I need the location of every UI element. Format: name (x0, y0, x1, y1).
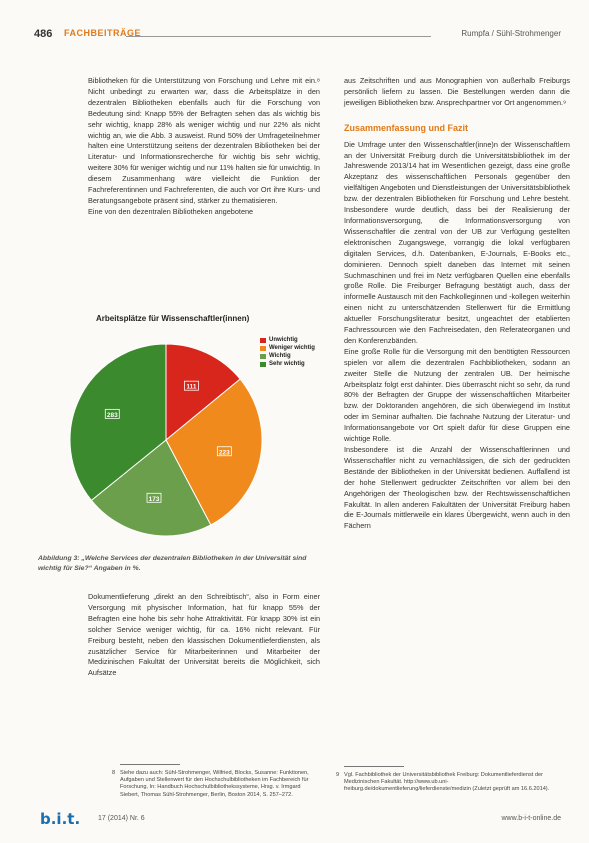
legend-swatch (260, 346, 266, 351)
section-label: FACHBEITRÄGE (64, 28, 142, 38)
legend-item (260, 352, 315, 360)
section-heading: Zusammenfassung und Fazit (344, 122, 469, 133)
paragraph: Eine große Rolle für die Versorgung mit den benötigten Ressourcen spielen vor allem die dezentralen Fachbibliotheken, sodann an zweiter Stelle die Nutzung der zentralen UB. Der heimische Arbeitsplatz folgt erst dahinter. Dies überrascht nicht so sehr, da rund 80% der Befragten der Gruppe der wissenschaftlichen Mitarbeiter bzw. der Doktoranden angehören, die sich überwiegend im Institut oder im Seminar aufhalten. Die fachnahe Nutzung der Literatur- und Informationsangebote vor Ort spielt dafür für diese Gruppen eine wichtige Rolle. (344, 346, 570, 444)
legend-label: Wichtig (269, 353, 291, 359)
footnote-9 (336, 772, 564, 794)
data-label: 223 (218, 449, 230, 457)
paragraph: Die Umfrage unter den Wissenschaftler(inne)n der Wissenschaftlern an der Universität Freiburg durch die Universitätsbibliothek im der Jahreswende 2013/14 hat im Wesentlichen gezeigt, dass eine große Akzeptanz des wissenschaftlichen Personals gegenüber den vielfältigen Angeboten und Dienstleistungen der Universitätsbibliothek bzw. der dezentralen Bibliotheken für Forschung und Lehre besteht. Insbesondere wurde deutlich, dass bei der Realisierung der Informationsversorgung, die Informationsversorgung von Wissenschaftler die zentral von der UB zur Verfügung gestellten elektronischen Zugangswege, vorrangig die lokal verfügbaren digitalen Services, d.h. Datenbanken, E-Journals, E-Books etc., dominieren. Dennoch spielt daneben das Internet mit seinen Suchmaschinen und frei im Netz verfügbaren Quellen eine ebenfalls große Rolle. Die Freiburger Befragung bestätigt auch, dass der informelle Austausch mit den Fachkolleginnen und -kollegen weiterhin einen nicht zu unterschätzenden Stellenwert für die Ermittlung aktueller Forschungsliteratur besitzt, ungeachtet der etablierten Fachressourcen wie den Fachreisedaten, den Referateorganen und den Konferenzbänden. (344, 139, 570, 345)
chart-legend (260, 336, 315, 368)
legend-swatch (260, 354, 266, 359)
legend-swatch (260, 362, 266, 367)
running-authors: Rumpfa / Sühl-Strohmenger (461, 29, 561, 38)
legend-label: Unwichtig (269, 337, 298, 343)
pie-chart (38, 314, 320, 546)
page-footer (40, 812, 561, 826)
footnote-number: 9 (336, 772, 340, 778)
journal-logo: b.i.t. (40, 810, 81, 828)
pie-svg (38, 314, 268, 546)
legend-label: Weniger wichtig (269, 345, 315, 351)
chart-title: Arbeitsplätze für Wissenschaftler(innen) (96, 314, 250, 323)
data-label: 283 (106, 411, 118, 419)
footnote-text: Vgl. Fachbibliothek der Universitätsbibliothek Freiburg: Dokumentlieferdienst der Medizinischen Fakultät. http://www.ub.uni-freiburg.de/dokumentlieferung/lieferdienste/medizin (Zuletzt geprüft am 16.6.2014). (344, 772, 550, 793)
left-column-top (88, 76, 320, 218)
legend-swatch (260, 338, 266, 343)
issue-info: 17 (2014) Nr. 6 (98, 815, 145, 822)
legend-item (260, 360, 315, 368)
header-rule (126, 36, 431, 37)
paragraph: Eine von den dezentralen Bibliotheken angebotene (88, 206, 254, 216)
figure-caption: Abbildung 3: „Welche Services der dezentralen Bibliotheken in der Universität sind wichtig für Sie?“ Angaben in %. (38, 555, 307, 572)
data-label: 111 (186, 383, 197, 391)
page-header (34, 28, 561, 44)
legend-item (260, 336, 315, 344)
footnote-number: 8 (112, 770, 116, 776)
website-link[interactable]: www.b-i-t-online.de (501, 815, 561, 822)
footnote-rule (120, 764, 180, 765)
data-label: 173 (148, 495, 160, 503)
footnote-rule (344, 766, 404, 767)
paragraph: Insbesondere ist die Anzahl der Wissenschaftlerinnen und Wissenschaftler nicht zu vernachlässigen, die sich der gedruckten Bestände der Bibliotheken in der Universität bedienen. Auffallend ist der hohe Stellenwert gedruckter Zeitschriften vor allem bei den Angehörigen der Theologischen bzw. der Rechtswissenschaftlichen Fakultät. In allen anderen Fakultäten der Universität Freiburg haben die E-Journals mittlerweile ein klares Übergewicht, wenn auch in den Fächern (344, 445, 570, 531)
right-column (344, 76, 570, 532)
legend-label: Sehr wichtig (269, 361, 305, 367)
footnote-8 (112, 770, 320, 799)
footnote-text: Siehe dazu auch: Sühl-Strohmenger, Wilfried, Blocks, Susanne: Funktionen, Aufgaben und Stellenwert für den Hochschulbibliotheken im Fachbereich für Forschung, In: Handbuch Hochschulbibliothekssysteme, Hrsg. v. Irmgard Siebert, Thomas Sühl-Strohmenger, Berlin, Boston 2014, S. 257–272. (120, 770, 309, 798)
legend-item (260, 344, 315, 352)
paragraph: Bibliotheken für die Unterstützung von Forschung und Lehre mit ein.⁸ Nicht unbedingt zu erwarten war, dass die Arbeitsplätze in den dezentralen Bibliotheken ebenfalls auch für die Forschung von Bedeutung sind: Knapp 55% der Befragten sehen das als wichtig bis sehr wichtig, knapp 28% als weniger wichtig und nur 22% als nicht wichtig an, wie die Abb. 3 ausweist. Rund 50% der Umfrageteilnehmer halten eine Unterstützung seitens der dezentralen Bibliotheken bei der Literatur- und Informationsrecherche für wichtig bis sehr wichtig, weitere 30% für weniger wichtig und nur 11% halten sie für unwichtig. In diesem Zusammenhang wäre vielleicht die Funktion der Fachreferentinnen und Fachreferenten, die auch vor Ort ihre Kurs- und Beratungsangebote präsent sind, stärker zu thematisieren. (88, 76, 320, 205)
paragraph: Dokumentlieferung „direkt an den Schreibtisch“, also in Form einer Versorgung mit physischer Information, hat für knapp 55% der Befragten eine hohe bis sehr hohe Attraktivität. Für knapp 30% ist ein solcher Service weniger wichtig, für ca. 16% nicht relevant. Für Freiburg besteht, neben den klassischen Dokumentlieferdiensten, als zusätzlicher Service für Mitarbeiterinnen und Mitarbeiter der Medizinischen Fakultät der Universität bereits die Möglichkeit, sich Aufsätze (88, 592, 320, 678)
left-column-bottom (88, 592, 320, 679)
page-number: 486 (34, 28, 53, 40)
paragraph: aus Zeitschriften und aus Monographien von außerhalb Freiburgs persönlich liefern zu lassen. Die Bestellungen werden dann die jeweiligen Bibliotheken bzw. Ansprechpartner vor Ort angenommen.⁹ (344, 76, 570, 107)
